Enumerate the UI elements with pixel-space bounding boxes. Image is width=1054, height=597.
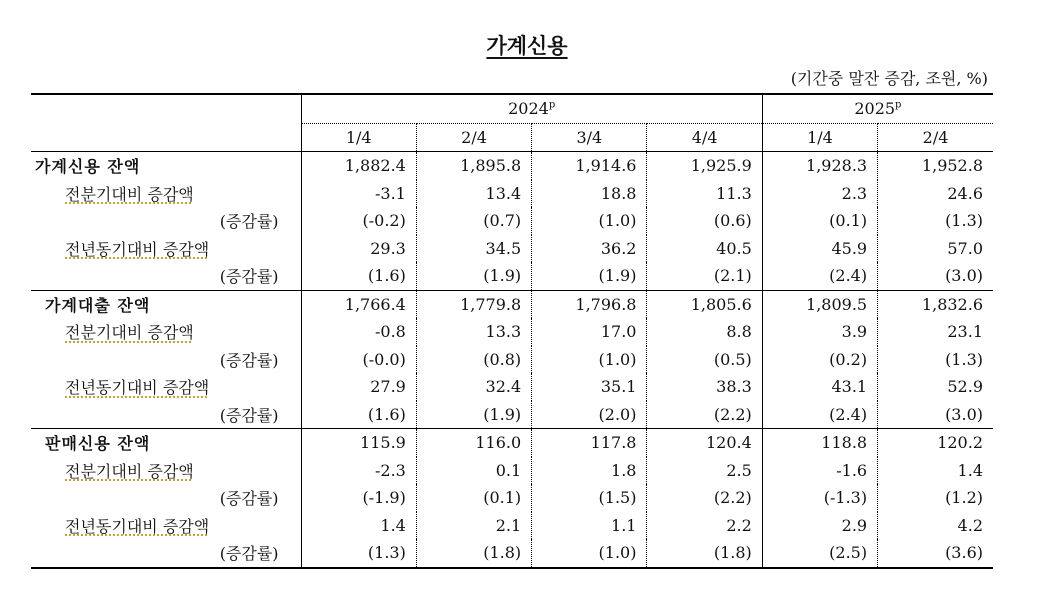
- rate-row: [31, 539, 993, 568]
- row-label: [31, 401, 301, 429]
- table-cell: 120.2: [878, 429, 993, 457]
- table-cell: 3.9: [762, 318, 877, 346]
- table-cell: (2.1): [647, 262, 762, 290]
- table-cell: 27.9: [301, 373, 416, 401]
- table-cell: -3.1: [301, 180, 416, 208]
- row-label-text: (증감률): [219, 489, 279, 509]
- table-cell: 13.3: [416, 318, 531, 346]
- table-cell: 2.1: [416, 512, 531, 540]
- table-cell: (1.0): [532, 346, 647, 374]
- unit-note: (기간중 말잔 증감, 조원, %): [790, 69, 988, 88]
- row-label-text: 전분기대비 증감액: [65, 184, 194, 204]
- table-cell: 115.9: [301, 429, 416, 457]
- row-label-text: 전년동기대비 증감액: [65, 516, 210, 536]
- table-cell: 4.2: [878, 512, 993, 540]
- change-row: [31, 512, 993, 540]
- table-cell: (1.9): [416, 262, 531, 290]
- section-total-row: [31, 429, 993, 457]
- table-cell: (-0.0): [301, 346, 416, 374]
- table-cell: 43.1: [762, 373, 877, 401]
- table-cell: 13.4: [416, 180, 531, 208]
- row-label-text: (증감률): [219, 212, 279, 232]
- table-cell: -1.6: [762, 457, 877, 485]
- table-cell: 1.1: [532, 512, 647, 540]
- table-cell: (0.5): [647, 346, 762, 374]
- row-label-text: (증감률): [219, 405, 279, 425]
- table-cell: 52.9: [878, 373, 993, 401]
- table-cell: 29.3: [301, 235, 416, 263]
- row-label-text: 전년동기대비 증감액: [65, 239, 210, 259]
- header-year-2025: 2025$^p$: [762, 94, 993, 123]
- table-cell: 1.4: [301, 512, 416, 540]
- table-cell: (-1.9): [301, 484, 416, 512]
- row-label: [31, 235, 301, 263]
- row-label: [31, 180, 301, 208]
- table-cell: (3.0): [878, 262, 993, 290]
- table-cell: 32.4: [416, 373, 531, 401]
- row-label-text: 가계신용 잔액: [35, 157, 141, 177]
- row-label-text: (증감률): [219, 267, 279, 287]
- table-cell: (1.3): [301, 539, 416, 568]
- header-quarter: 3/4: [532, 123, 647, 152]
- row-label: [31, 457, 301, 485]
- header-quarter: 4/4: [647, 123, 762, 152]
- row-label: [31, 484, 301, 512]
- table-cell: 57.0: [878, 235, 993, 263]
- row-label: [31, 152, 301, 180]
- table-cell: (3.6): [878, 539, 993, 568]
- table-cell: (3.0): [878, 401, 993, 429]
- table-cell: -2.3: [301, 457, 416, 485]
- table-cell: (1.0): [532, 207, 647, 235]
- change-row: [31, 180, 993, 208]
- table-cell: 120.4: [647, 429, 762, 457]
- table-cell: 18.8: [532, 180, 647, 208]
- change-row: [31, 373, 993, 401]
- section-total-row: [31, 290, 993, 318]
- table-cell: (1.3): [878, 207, 993, 235]
- row-label-text: 판매신용 잔액: [45, 434, 151, 454]
- table-cell: 36.2: [532, 235, 647, 263]
- table-cell: (0.1): [416, 484, 531, 512]
- table-cell: 1,766.4: [301, 290, 416, 318]
- table-cell: 1,805.6: [647, 290, 762, 318]
- table-cell: (1.5): [532, 484, 647, 512]
- table-cell: (1.2): [878, 484, 993, 512]
- table-cell: 24.6: [878, 180, 993, 208]
- rate-row: [31, 262, 993, 290]
- row-label-text: (증감률): [219, 544, 279, 564]
- row-label-text: (증감률): [219, 350, 279, 370]
- row-label: [31, 539, 301, 568]
- table-cell: (0.8): [416, 346, 531, 374]
- table-cell: 11.3: [647, 180, 762, 208]
- table-cell: 1,925.9: [647, 152, 762, 180]
- header-quarter: 1/4: [762, 123, 877, 152]
- table-cell: (2.4): [762, 401, 877, 429]
- table-cell: (-1.3): [762, 484, 877, 512]
- row-label: [31, 290, 301, 318]
- row-label: [31, 207, 301, 235]
- table-cell: (0.1): [762, 207, 877, 235]
- header-quarter: 1/4: [301, 123, 416, 152]
- table-cell: (1.8): [416, 539, 531, 568]
- table-cell: 1,779.8: [416, 290, 531, 318]
- table-cell: 38.3: [647, 373, 762, 401]
- header-year-2024: 2024$^p$: [301, 94, 762, 123]
- table-cell: (0.6): [647, 207, 762, 235]
- table-cell: 1.4: [878, 457, 993, 485]
- table-cell: (1.6): [301, 401, 416, 429]
- row-label-text: 전분기대비 증감액: [65, 323, 194, 343]
- page-title: 가계신용: [486, 33, 568, 58]
- row-label-text: 가계대출 잔액: [45, 295, 151, 315]
- table-cell: (2.2): [647, 484, 762, 512]
- table-cell: 2.5: [647, 457, 762, 485]
- header-corner: [31, 94, 301, 152]
- row-label: [31, 346, 301, 374]
- table-cell: 2.9: [762, 512, 877, 540]
- table-cell: (2.5): [762, 539, 877, 568]
- table-cell: 34.5: [416, 235, 531, 263]
- table-cell: 116.0: [416, 429, 531, 457]
- table-cell: 1,928.3: [762, 152, 877, 180]
- table-cell: 8.8: [647, 318, 762, 346]
- table-cell: 1,809.5: [762, 290, 877, 318]
- table-cell: 1,914.6: [532, 152, 647, 180]
- row-label-text: 전분기대비 증감액: [65, 461, 194, 481]
- table-cell: 117.8: [532, 429, 647, 457]
- table-cell: (0.2): [762, 346, 877, 374]
- table-cell: 1,895.8: [416, 152, 531, 180]
- table-cell: (1.0): [532, 539, 647, 568]
- table-cell: 45.9: [762, 235, 877, 263]
- table-cell: -0.8: [301, 318, 416, 346]
- table-cell: 0.1: [416, 457, 531, 485]
- table-cell: 1,832.6: [878, 290, 993, 318]
- table-cell: 118.8: [762, 429, 877, 457]
- row-label: [31, 373, 301, 401]
- table-cell: 1,796.8: [532, 290, 647, 318]
- rate-row: [31, 346, 993, 374]
- table-cell: 2.2: [647, 512, 762, 540]
- change-row: [31, 457, 993, 485]
- section-total-row: [31, 152, 993, 180]
- row-label: [31, 429, 301, 457]
- table-cell: 35.1: [532, 373, 647, 401]
- table-cell: (1.8): [647, 539, 762, 568]
- table-cell: (0.7): [416, 207, 531, 235]
- table-cell: (-0.2): [301, 207, 416, 235]
- row-label: [31, 318, 301, 346]
- table-cell: 23.1: [878, 318, 993, 346]
- table-cell: 1.8: [532, 457, 647, 485]
- household-credit-table: [31, 93, 993, 569]
- rate-row: [31, 484, 993, 512]
- row-label-text: 전년동기대비 증감액: [65, 378, 210, 398]
- rate-row: [31, 207, 993, 235]
- table-cell: 17.0: [532, 318, 647, 346]
- header-quarter: 2/4: [878, 123, 993, 152]
- table-cell: (1.6): [301, 262, 416, 290]
- table-cell: (1.9): [532, 262, 647, 290]
- table-cell: 1,882.4: [301, 152, 416, 180]
- rate-row: [31, 401, 993, 429]
- table-cell: (2.4): [762, 262, 877, 290]
- table-cell: (1.9): [416, 401, 531, 429]
- table-cell: 40.5: [647, 235, 762, 263]
- table-cell: (2.2): [647, 401, 762, 429]
- header-year-row: [31, 94, 993, 123]
- table-cell: 2.3: [762, 180, 877, 208]
- change-row: [31, 318, 993, 346]
- header-quarter: 2/4: [416, 123, 531, 152]
- row-label: [31, 512, 301, 540]
- change-row: [31, 235, 993, 263]
- table-cell: 1,952.8: [878, 152, 993, 180]
- table-cell: (2.0): [532, 401, 647, 429]
- table-cell: (1.3): [878, 346, 993, 374]
- row-label: [31, 262, 301, 290]
